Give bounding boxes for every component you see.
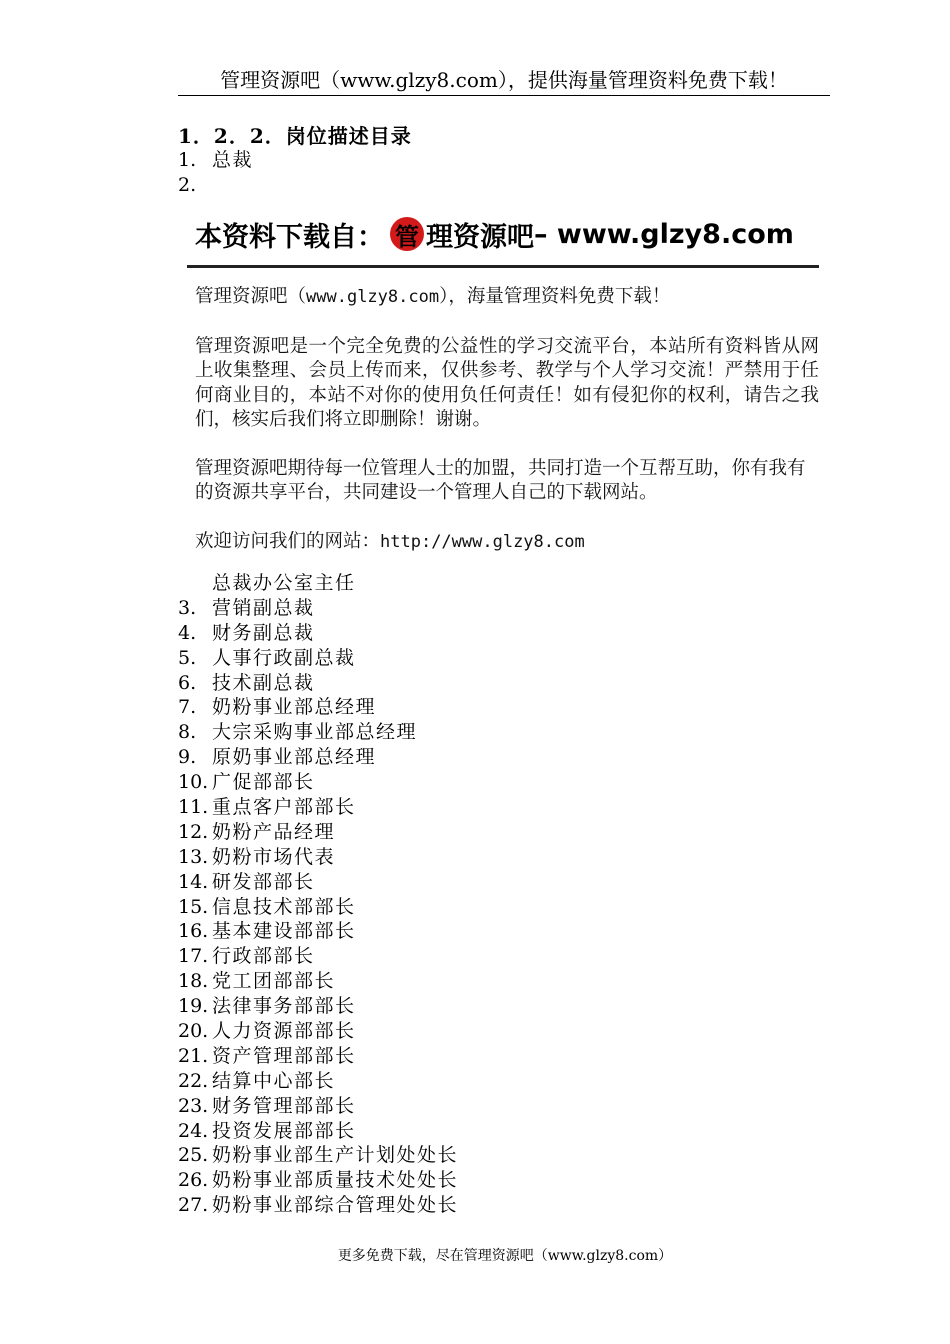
toc-item xyxy=(178,671,678,696)
toc-item xyxy=(178,621,678,646)
toc-item xyxy=(178,919,678,944)
toc-item-label: 党工团部部长 xyxy=(212,970,336,993)
toc-item xyxy=(178,870,678,895)
toc-item-number: 17. xyxy=(178,945,209,968)
toc-item xyxy=(178,1044,678,1069)
toc-item-label: 广促部部长 xyxy=(212,771,315,794)
toc-item-number: 6. xyxy=(178,671,197,694)
toc-item xyxy=(178,820,678,845)
toc-item-number: 11. xyxy=(178,796,209,819)
toc-item-label: 法律事务部部长 xyxy=(212,995,356,1018)
toc-item xyxy=(178,173,678,198)
toc-item-number: 10. xyxy=(178,771,209,794)
toc-item-number: 22. xyxy=(178,1069,209,1092)
toc-item-label: 奶粉产品经理 xyxy=(212,820,336,843)
toc-item-number: 9. xyxy=(178,746,197,769)
toc-item-number: 15. xyxy=(178,895,209,918)
banner-divider xyxy=(187,265,819,268)
toc-item-number: 3. xyxy=(178,596,197,619)
toc-item-label: 奶粉事业部生产计划处处长 xyxy=(212,1144,459,1167)
toc-item-number: 18. xyxy=(178,970,209,993)
visit-label: 欢迎访问我们的网站： xyxy=(195,530,381,552)
toc-item xyxy=(178,1069,678,1094)
toc-item-label: 奶粉事业部质量技术处处长 xyxy=(212,1169,459,1192)
toc-item-number: 14. xyxy=(178,870,209,893)
toc-item-number: 4. xyxy=(178,621,197,644)
toc-item-label: 重点客户部部长 xyxy=(212,796,356,819)
banner-suffix: – www.glzy8.com xyxy=(534,218,794,250)
toc-item-number: 7. xyxy=(178,696,197,719)
toc-item-number: 8. xyxy=(178,721,197,744)
banner-visit-line xyxy=(195,530,819,555)
toc-item-number: 19. xyxy=(178,995,209,1018)
toc-item xyxy=(178,695,678,720)
toc-item-label: 结算中心部长 xyxy=(212,1069,336,1092)
toc-item-label: 奶粉市场代表 xyxy=(212,845,336,868)
toc-list-first xyxy=(178,148,678,198)
visit-link[interactable]: http://www.glzy8.com xyxy=(380,531,585,552)
toc-item xyxy=(178,1143,678,1168)
toc-item-number: 23. xyxy=(178,1094,209,1117)
toc-item xyxy=(178,944,678,969)
toc-item-label: 财务副总裁 xyxy=(212,621,315,644)
banner-headline-a: 管理资源吧（ xyxy=(195,286,307,307)
toc-item xyxy=(178,994,678,1019)
toc-item xyxy=(178,646,678,671)
toc-item xyxy=(178,720,678,745)
toc-item xyxy=(178,1168,678,1193)
page-footer: 更多免费下载，尽在管理资源吧（www.glzy8.com） xyxy=(337,1248,673,1264)
toc-item-number xyxy=(178,571,212,596)
toc-item-label: 营销副总裁 xyxy=(212,596,315,619)
toc-item-number: 24. xyxy=(178,1119,209,1142)
toc-item xyxy=(178,969,678,994)
toc-item-number: 27. xyxy=(178,1194,209,1217)
banner-headline xyxy=(195,285,819,310)
toc-item-label: 大宗采购事业部总经理 xyxy=(212,721,418,744)
toc-item xyxy=(178,1019,678,1044)
toc-item-number: 13. xyxy=(178,845,209,868)
toc-item-label: 奶粉事业部总经理 xyxy=(212,696,377,719)
toc-item-label: 人力资源部部长 xyxy=(212,1020,356,1043)
toc-item-label: 资产管理部部长 xyxy=(212,1044,356,1067)
toc-item-label: 总裁 xyxy=(212,149,254,171)
toc-item-label: 原奶事业部总经理 xyxy=(212,746,377,769)
toc-item-label: 研发部部长 xyxy=(212,870,315,893)
toc-item xyxy=(178,895,678,920)
toc-item-label: 基本建设部部长 xyxy=(212,920,356,943)
toc-item xyxy=(178,148,678,173)
banner-brand: 理资源吧 xyxy=(426,221,534,253)
toc-item xyxy=(178,845,678,870)
toc-item-number: 12. xyxy=(178,820,209,843)
toc-item-label: 奶粉事业部综合管理处处长 xyxy=(212,1194,459,1217)
brand-logo-icon: 管 xyxy=(390,217,424,251)
toc-item xyxy=(178,1119,678,1144)
toc-item xyxy=(178,571,678,596)
toc-item-label: 行政部部长 xyxy=(212,945,315,968)
section-title: 1．2．2．岗位描述目录 xyxy=(178,124,412,148)
banner-paragraph-disclaimer: 管理资源吧是一个完全免费的公益性的学习交流平台，本站所有资料皆从网上收集整理、会员上传而来，仅供参考、教学与个人学习交流！严禁用于任何商业目的，本站不对你的使用负任何责任！如有侵犯你的权利，请告之我们，核实后我们将立即删除！谢谢。 xyxy=(195,335,819,430)
toc-item xyxy=(178,795,678,820)
toc-item-label: 财务管理部部长 xyxy=(212,1094,356,1117)
toc-item xyxy=(178,1094,678,1119)
toc-item-number: 26. xyxy=(178,1169,209,1192)
banner-prefix: 本资料下载自： xyxy=(195,221,384,253)
toc-item-label: 技术副总裁 xyxy=(212,671,315,694)
toc-item-number: 2. xyxy=(178,173,197,196)
toc-item-number: 16. xyxy=(178,920,209,943)
toc-item-label: 信息技术部部长 xyxy=(212,895,356,918)
toc-item-number: 5. xyxy=(178,646,197,669)
toc-item-number: 21. xyxy=(178,1044,209,1067)
toc-item-number: 1. xyxy=(178,149,197,171)
toc-item xyxy=(178,1193,678,1218)
banner-headline-b: ），海量管理资料免费下载！ xyxy=(439,286,671,307)
banner-paragraph-invite: 管理资源吧期待每一位管理人士的加盟，共同打造一个互帮互助，你有我有的资源共享平台，共同建设一个管理人自己的下载网站。 xyxy=(195,457,806,503)
toc-item-label: 投资发展部部长 xyxy=(212,1119,356,1142)
toc-item-label: 人事行政副总裁 xyxy=(212,646,356,669)
toc-item-number: 20. xyxy=(178,1020,209,1043)
toc-item xyxy=(178,745,678,770)
page-header: 管理资源吧（www.glzy8.com），提供海量管理资料免费下载！ xyxy=(178,66,830,96)
banner-headline-url[interactable]: www.glzy8.com xyxy=(306,287,440,307)
toc-item xyxy=(178,596,678,621)
toc-list-rest xyxy=(178,571,678,1218)
toc-item xyxy=(178,770,678,795)
toc-item-label: 总裁办公室主任 xyxy=(212,572,356,594)
download-banner xyxy=(187,205,819,554)
toc-item-number: 25. xyxy=(178,1144,209,1167)
banner-title xyxy=(187,205,819,263)
